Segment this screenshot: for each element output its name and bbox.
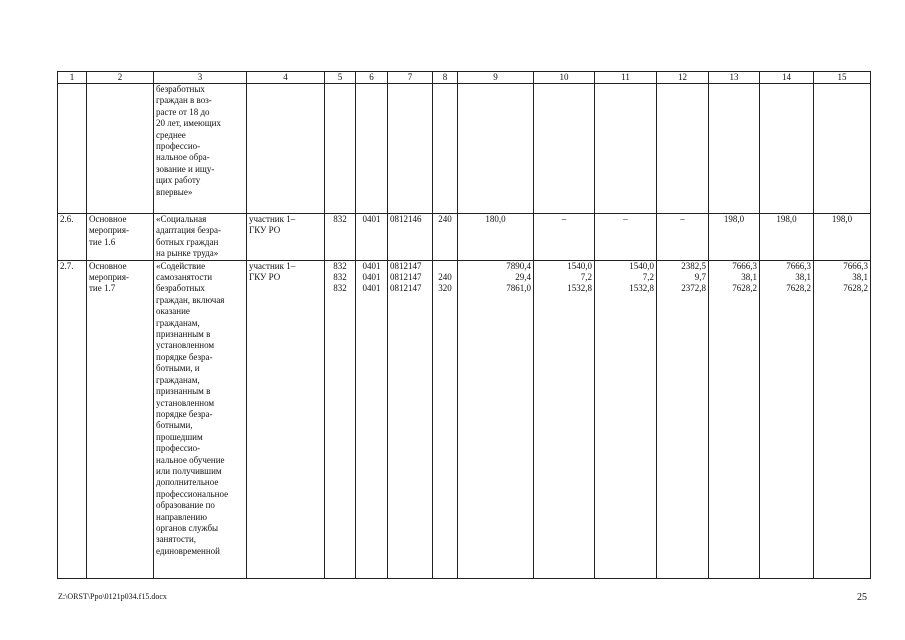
table-cell [388, 84, 433, 214]
header-cell: 7 [388, 72, 433, 84]
table-cell [356, 84, 388, 214]
header-cell: 4 [247, 72, 325, 84]
table-cell [709, 84, 760, 214]
table-cell [534, 84, 595, 214]
table-row-2-6 [58, 214, 871, 261]
amount-col-15: 7666,3 38,1 7628,2 [814, 260, 871, 578]
amount-col-10: – [534, 214, 595, 261]
amount-col-11: 1540,0 7,2 1532,8 [595, 260, 657, 578]
budget-table [57, 71, 871, 579]
event-type: Основное мероприя- тие 1.7 [87, 260, 154, 578]
amount-col-9: 180,0 [458, 214, 534, 261]
header-cell: 2 [87, 72, 154, 84]
amount-col-15: 198,0 [814, 214, 871, 261]
event-name: «Социальная адаптация безра- ботных граждан на рынке труда» [154, 214, 247, 261]
header-cell: 9 [458, 72, 534, 84]
amount-col-10: 1540,0 7,2 1532,8 [534, 260, 595, 578]
page-number: 25 [857, 592, 867, 603]
table-cell [458, 84, 534, 214]
header-cell: 12 [657, 72, 709, 84]
event-name-continuation: безработных граждан в воз- расте от 18 до 20 лет, имеющих среднее профессио- нальное обра- зование и ищу- щих работу впервые» [154, 84, 247, 214]
header-cell: 11 [595, 72, 657, 84]
table-row-2-7 [58, 260, 871, 578]
amount-col-12: 2382,5 9,7 2372,8 [657, 260, 709, 578]
header-cell: 3 [154, 72, 247, 84]
event-name: «Содействие самозанятости безработных граждан, включая оказание гражданам, признанным в установленном порядке безра- ботными, и гражданам, признанным в установленном порядке безра- ботными, прошедшим профессио- нальное обучение или получившим дополнительное профессиональное образование по направлению органов службы занятости, единовременной [154, 260, 247, 578]
row-number: 2.7. [58, 260, 87, 578]
table-cell [595, 84, 657, 214]
expense-type-code: 240 [433, 214, 458, 261]
amount-col-9: 7890,4 29,4 7861,0 [458, 260, 534, 578]
grbs-code: 832 832 832 [325, 260, 356, 578]
table-cell [814, 84, 871, 214]
amount-col-11: – [595, 214, 657, 261]
table-row-continuation [58, 84, 871, 214]
expense-type-code: 240 320 [433, 260, 458, 578]
table-cell [87, 84, 154, 214]
header-cell: 6 [356, 72, 388, 84]
grbs-code: 832 [325, 214, 356, 261]
target-article-code: 0812146 [388, 214, 433, 261]
table-cell [433, 84, 458, 214]
event-type: Основное мероприя- тие 1.6 [87, 214, 154, 261]
header-row [58, 72, 871, 84]
target-article-code: 0812147 0812147 0812147 [388, 260, 433, 578]
table-cell [760, 84, 814, 214]
amount-col-14: 198,0 [760, 214, 814, 261]
participant: участник 1– ГКУ РО [247, 214, 325, 261]
header-cell: 14 [760, 72, 814, 84]
participant: участник 1– ГКУ РО [247, 260, 325, 578]
section-code: 0401 0401 0401 [356, 260, 388, 578]
table-cell [247, 84, 325, 214]
header-cell: 10 [534, 72, 595, 84]
row-number: 2.6. [58, 214, 87, 261]
amount-col-14: 7666,3 38,1 7628,2 [760, 260, 814, 578]
header-cell: 13 [709, 72, 760, 84]
table-cell [58, 84, 87, 214]
section-code: 0401 [356, 214, 388, 261]
header-cell: 15 [814, 72, 871, 84]
file-path-footer: Z:\ORST\Ppo\0121p034.f15.docx [58, 592, 167, 601]
amount-col-12: – [657, 214, 709, 261]
amount-col-13: 198,0 [709, 214, 760, 261]
header-cell: 1 [58, 72, 87, 84]
table-cell [325, 84, 356, 214]
header-cell: 8 [433, 72, 458, 84]
header-cell: 5 [325, 72, 356, 84]
amount-col-13: 7666,3 38,1 7628,2 [709, 260, 760, 578]
table-cell [657, 84, 709, 214]
